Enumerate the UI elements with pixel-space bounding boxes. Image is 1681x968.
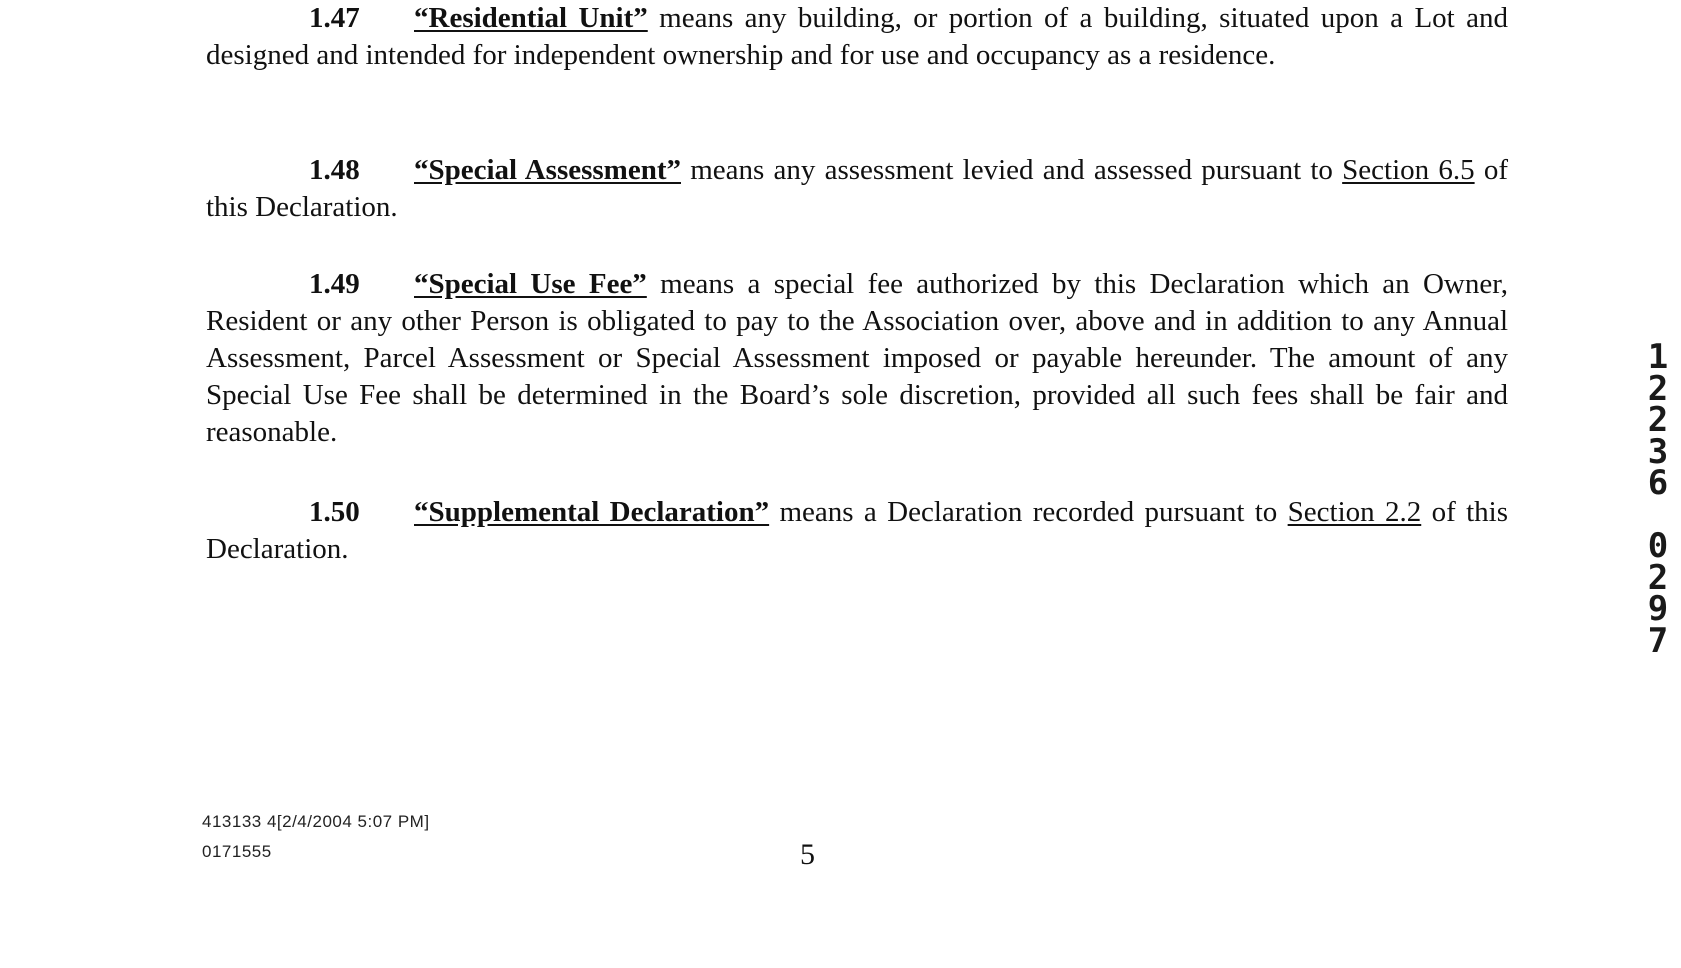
- section-1-49: [206, 266, 1508, 451]
- section-reference: Section 6.5: [1342, 154, 1475, 186]
- definition-text: means any building, or portion of a building, situated upon a Lot and designed and intended for independent ownership and for use and occupancy as a residence.: [206, 2, 1508, 71]
- defined-term: “Special Use Fee”: [414, 268, 647, 300]
- defined-term: “Supplemental Declaration”: [414, 496, 770, 528]
- stamp-digit: 6: [1647, 463, 1669, 503]
- section-number: 1.47: [309, 2, 360, 34]
- section-1-47: [206, 0, 1508, 74]
- section-1-48: [206, 152, 1508, 226]
- defined-term: “Special Assessment”: [414, 154, 681, 186]
- definition-text: means a special fee authorized by this Declaration which an Owner, Resident or any other Person is obligated to pay to the Association over, above and in addition to any Annual Assessment, Parcel Assessment or Special Assessment imposed or payable hereunder. The amount of any Special Use Fee shall be determined in the Board’s sole discretion, provided all such fees shall be fair and reasonable.: [206, 268, 1508, 448]
- footer-document-number: 0171555: [202, 842, 272, 861]
- page-number: 5: [800, 838, 815, 871]
- recording-number-stamp: [1641, 337, 1675, 661]
- section-number: 1.50: [309, 496, 360, 528]
- section-number: 1.48: [309, 154, 360, 186]
- stamp-digit: 7: [1647, 620, 1669, 661]
- section-number: 1.49: [309, 268, 360, 300]
- footer-document-id: 413133 4[2/4/2004 5:07 PM]: [202, 812, 430, 831]
- section-1-50: [206, 494, 1508, 568]
- definition-tail: of this Declaration.: [206, 154, 1508, 223]
- stamp-digit: 3: [1647, 431, 1669, 472]
- defined-term: “Residential Unit”: [414, 2, 648, 34]
- stamp-digit: 2: [1647, 368, 1669, 409]
- section-reference: Section 2.2: [1287, 496, 1422, 528]
- stamp-digit: 9: [1647, 589, 1669, 629]
- stamp-digit: 2: [1647, 557, 1669, 598]
- stamp-digit: 0: [1647, 526, 1669, 566]
- definition-text: means any assessment levied and assessed pursuant to: [681, 154, 1343, 186]
- stamp-digit: 2: [1647, 400, 1669, 440]
- stamp-digit: 1: [1647, 337, 1669, 377]
- definition-tail: of this Declaration.: [206, 496, 1508, 565]
- definition-text: means a Declaration recorded pursuant to: [769, 496, 1288, 528]
